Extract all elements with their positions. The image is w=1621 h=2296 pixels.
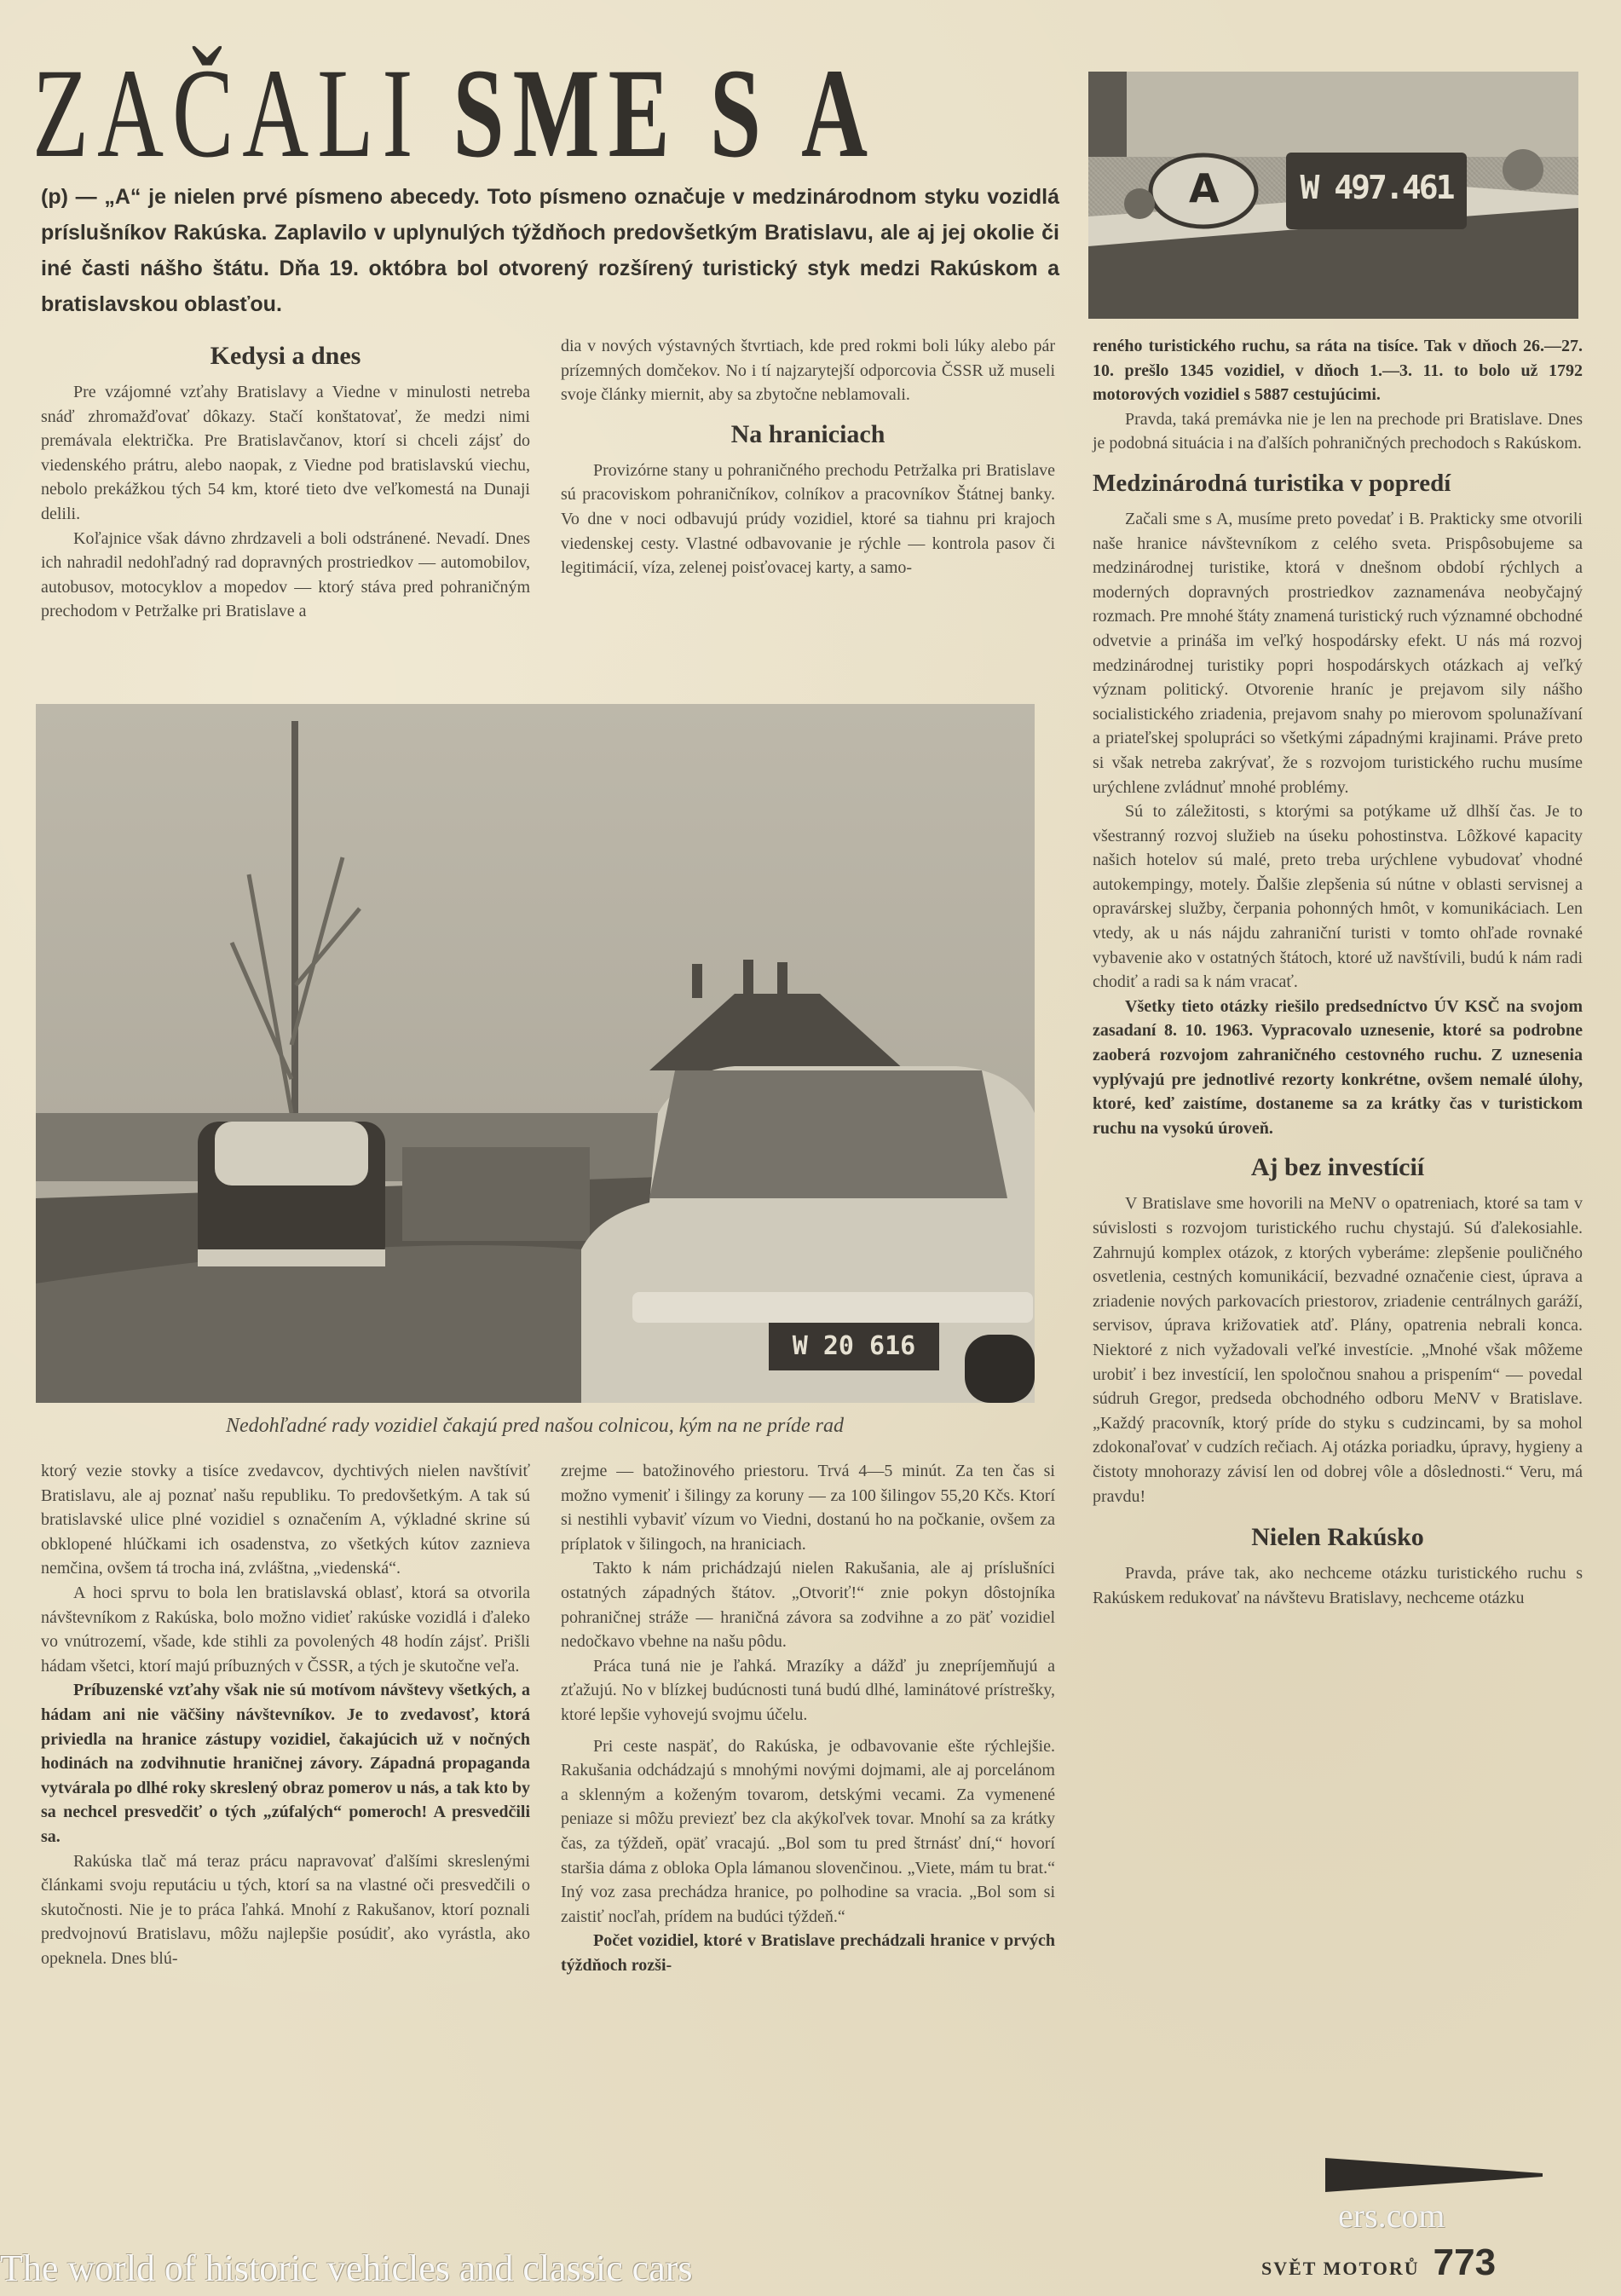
magazine-name: SVĚT MOTORŮ: [1261, 2258, 1420, 2279]
paragraph: Provizórne stany u pohraničného prechodu Petržalka pri Bratislave sú pracoviskom pohraničníkov, colníkov a pracovníkov Štátnej banky. Vo dne v noci odbavujú prúdy vozidiel, ktoré sa tiahnu pri krajoch viedenskej cesty. Vlastné odbavovanie je rýchle — kontrola pasov či legitimácií, víza, zelenej poisťovacej karty, a samo-: [561, 460, 1055, 578]
paragraph: Koľajnice však dávno zhrdzaveli a boli odstránené. Nevadí. Dnes ich nahradil nedohľadný rad dopravných prostriedkov — automobilov, autobusov, motocyklov a mopedov — ktorý stáva pred pohraničným prechodom v Petržalke pri Bratislave a: [41, 528, 530, 621]
article-lead: (p) — „A“ je nielen prvé písmeno abecedy. Toto písmeno označuje v medzinárodnom styku vozidlá príslušníkov Rakúska. Zaplavilo v uplynulých týždňoch predovšetkým Bratislavu, ale aj jej okolie či iné časti nášho štátu. Dňa 19. októbra bol otvorený rozšírený turistický styk medzi Rakúskom a bratislavskou oblasťou.: [41, 185, 1059, 316]
paragraph: zrejme — batožinového priestoru. Trvá 4—5 minút. Za ten čas si možno vymeniť i šilingy za koruny — za 100 šilingov 55,20 Kčs. Ktorí si nestihli vybaviť vízum vo Viedni, dostanú ho na počkanie, ovšem za príplatok v šilingoch, na hraniciach.: [561, 1462, 1055, 1554]
photo-license-plate: [1088, 72, 1578, 319]
watermark-domain: ers.com: [1338, 2196, 1445, 2235]
paragraph: Takto k nám prichádzajú nielen Rakušania, ale aj príslušníci ostatných západných štátov. „Otvoriť!“ znie pokyn dôstojníka pohraničnej stráže — hraničná závora sa zodvihne a zo päť vozidiel nedočkavo vbehne na našu pôdu.: [561, 1559, 1055, 1652]
country-sticker-letter: A: [1189, 165, 1220, 211]
section-heading-medzinarodna-turistika: Medzinárodná turistika v popredí: [1093, 469, 1451, 497]
page-footer: [1261, 2241, 1496, 2284]
main-photo-plate-number: W 20 616: [792, 1331, 916, 1361]
paragraph: Sú to záležitosti, s ktorými sa potýkame už dlhší čas. Je to všestranný rozvoj služieb na úseku pohostinstva. Lôžkové kapacity našich hotelov sú malé, preto treba urýchlene vybudovať vhodné autokempingy, motely. Ďalšie zlepšenia sú nútne v oblasti servisnej a opravárskej služby, čerpania pohonných hmôt, v komunikáciach. Len vtedy, ak u nás nájdu zahraniční turisti v tomto ohľade rovnaké vybavenie ako v ostatných štátoch, ktoré už navštívili, budú k nám radi chodiť a radi sa k nám vracať.: [1093, 802, 1583, 992]
continuation-arrow-icon: [1325, 2156, 1547, 2194]
paragraph: Rakúska tlač má teraz prácu napravovať ďalšími skreslenými článkami svoju reputáciu u tých, ktorí sa na vlastné oči presvedčili o skutočnosti. Nie je to práca ľahká. Mnohí z Rakušanov, ktorí poznali predvojnovú Bratislavu, môžu najlepšie posúdiť, ako vyrástla, ako opeknela. Dnes blú-: [41, 1851, 530, 1968]
column-1-bottom: [41, 1459, 530, 1970]
page-number: 773: [1433, 2241, 1497, 2283]
paragraph: Práca tuná nie je ľahká. Mrazíky a dážď ju znepríjemňujú a zťažujú. No v blízkej budúcnosti tuná budú dlhé, laminátové prístrešky, ktoré lepšie vyhovejú svojmu účelu.: [561, 1656, 1055, 1724]
paragraph: Pravda, taká premávka nie je len na prechode pri Bratislave. Dnes je podobná situácia i na ďalších pohraničných prechodoch s Rakúskom.: [1093, 409, 1583, 453]
headline-word-s: S: [709, 43, 770, 184]
plate-number: W 497.461: [1300, 169, 1453, 206]
section-heading-na-hraniciach: Na hraniciach: [730, 419, 885, 448]
paragraph-bold: reného turistického ruchu, sa ráta na tisíce. Tak v dňoch 26.—27. 10. prešlo 1345 vozidiel, v dňoch 1.—3. 11. to bolo už 1792 motorových vozidiel s 5887 cestujúcimi.: [1093, 337, 1583, 405]
headline-word-zacali: ZAČALI: [32, 43, 422, 184]
section-heading-aj-bez-investicii: Aj bez investícií: [1250, 1153, 1425, 1182]
photo-caption: Nedohľadné rady vozidiel čakajú pred našou colnicou, kým na ne príde rad: [225, 1415, 845, 1437]
photo-border-crossing-queue: [36, 704, 1035, 1403]
paragraph: V Bratislave sme hovorili na MeNV o opatreniach, ktoré sa tam v súvislosti s rozvojom turistického ruchu chystajú. Sú ďalekosiahle. Zahrnujú komplex otázok, z ktorých vyberáme: zlepšenie pouličného osvetlenia, cestných komunikácií, bezvadné označenie ciest, úprava a zriadenie nových parkovacích priestorov, zriadenie centrálnych garáží, servisov, úprava križovatiek atď. Plány, opatrenia nebrali konca. Niektoré z nich vyžadovali veľké investície. „Mnohé však môžeme urobiť i bez investícií, len spoločnou snahou a prispením“ — povedal súdruh Gregor, predseda obchodného odboru MeNV v Bratislave. „Každý pracovník, ktorý príde do styku s cudzincami, by sa mohol zdokonaľovať v cudzích rečiach. Aj otázka poriadku, úpravy, hygieny a čistoty mnohorazy závisí len od dobrej vôle a dôslednosti.“ Veru, má pravdu!: [1093, 1194, 1583, 1506]
paragraph-bold: Príbuzenské vzťahy však nie sú motívom návštevy všetkých, a hádam ani nie väčšiny návštevníkov. Je to zvedavosť, ktorá priviedla na hranice zástupy vozidiel, čakajúcich už v nočných hodinách na zodvihnutie hraničnej závory. Západná propaganda vytvárala po dlhé roky skreslený obraz pomerov u nás, a tak kto by sa nechcel presvedčiť o tých „zúfalých“ pomeroch! A presvedčili sa.: [41, 1681, 530, 1846]
paragraph-bold: Všetky tieto otázky riešilo predsedníctvo ÚV KSČ na svojom zasadaní 8. 10. 1963. Vypracovalo uznesenie, ktoré sa podrobne zaoberá rozvojom zahraničného cestovného ruchu. Z uznesenia vyplývajú pre jednotlivé rezorty konkrétne, ovšem nemalé úlohy, ktoré, keď zaistíme, dostaneme sa za krátky čas v turistickom ruchu na vysokú úroveň.: [1093, 996, 1583, 1138]
column-2-top: [561, 334, 1055, 580]
paragraph-bold: Počet vozidiel, ktoré v Bratislave prechádzali hranice v prvých týždňoch rozši-: [561, 1931, 1055, 1975]
paragraph: Pri ceste naspäť, do Rakúska, je odbavovanie ešte rýchlejšie. Rakušania odchádzajú s mnohými novými dojmami, ale aj porcelánom a sklenným a koženým tovarom, detskými vecami. Za vymenené peniaze si môžu previezť bez cla akýkoľvek tovar. Mnohí sa za krátky čas, za týždeň, opäť vracajú. „Bol som tu pred štrnásť dní,“ hovorí staršia dáma z obloka Opla lámanou slovenčinou. „Viete, mám tu brat.“ Iný voz zasa prechádza hranice, po polhodine sa vracia. „Bol som si zaistiť nocľah, prídem na budúci týždeň.“: [561, 1736, 1055, 1926]
paragraph: A hoci sprvu to bola len bratislavská oblasť, ktorá sa otvorila návštevníkom z Rakúska, bolo možno vidieť rakúske vozidlá i ďaleko vo vnútrozemí, všade, kde stihli za povolených 48 hodín zájsť. Prišli hádam všetci, ktorí majú príbuzných v ČSSR, a tých je skutočne veľa.: [41, 1583, 530, 1676]
paragraph: Pre vzájomné vzťahy Bratislavy a Viedne v minulosti netreba snáď zhromažďovať dôkazy. Stačí konštatovať, že medzi nimi premávala električka. Pre Bratislavčanov, ktorí si chceli zájsť do viedenského prátru, alebo naopak, z Viedne pod bratislavskú viechu, nebolo prekážkou tých 54 km, ktoré tieto dve veľkomestá na Dunaji delili.: [41, 383, 530, 523]
headline-word-a: A: [801, 43, 877, 184]
article-headline: [32, 43, 877, 184]
headline-word-sme: SME: [453, 43, 678, 184]
paragraph: dia v nových výstavných štvrtiach, kde pred rokmi boli lúky alebo pár prízemných domčekov. No i tí najzarytejší odporcovia ČSSR už museli svoje články miernit, aby sa zbytočne neblamovali.: [561, 337, 1055, 405]
watermark-tagline: The world of historic vehicles and classic cars: [0, 2247, 693, 2289]
column-3: [1093, 334, 1583, 1610]
section-heading-kedysi-a-dnes: Kedysi a dnes: [210, 342, 361, 370]
section-heading-nielen-rakusko: Nielen Rakúsko: [1251, 1523, 1424, 1552]
paragraph: ktorý vezie stovky a tisíce zvedavcov, dychtivých nielen navštíviť Bratislavu, ale aj poznať našu republiku. To predovšetkým. A tak sú bratislavské ulice plné vozidiel s označením A, výkladné skrine sú obklopené hlúčkami ich osadenstva, zo všetkých kútov zaznieva nemčina, ovšem tá trocha iná, zvláštna, „viedenská“.: [41, 1462, 530, 1578]
column-2-bottom: [561, 1459, 1055, 1977]
column-1-top: [41, 334, 530, 624]
paragraph: Pravda, práve tak, ako nechceme otázku turistického ruchu s Rakúskem redukovať na návštevu Bratislavy, nechceme otázku: [1093, 1564, 1583, 1607]
queue-photo-drawing: [36, 704, 1035, 1403]
paragraph: Začali sme s A, musíme preto povedať i B. Prakticky sme otvorili naše hranice návštevníkom z celého sveta. Prispôsobujeme sa medzinárodnej turistike, ktorá v dnešnom období rýchlych a moderných dopravných prostriedkov zaznamenáva neobyčajný rozmach. Pre mnohé štáty znamená turistický ruch významné obchodné odvetvie a prináša im veľký hospodársky efekt. U nás má rozvoj medzinárodnej turistiky popri hospodárskych otázkach aj veľký význam politický. Otvorenie hraníc je prejavom sily nášho socialistického zriadenia, prejavom snahy po mierovom spolunažívaní a priateľskej spolupráci so všetkými západnými krajinami. Práve preto si však netreba zakrývať, že s rozvojom turistického ruchu musíme urýchlene zvládnuť mnohé problémy.: [1093, 509, 1583, 797]
